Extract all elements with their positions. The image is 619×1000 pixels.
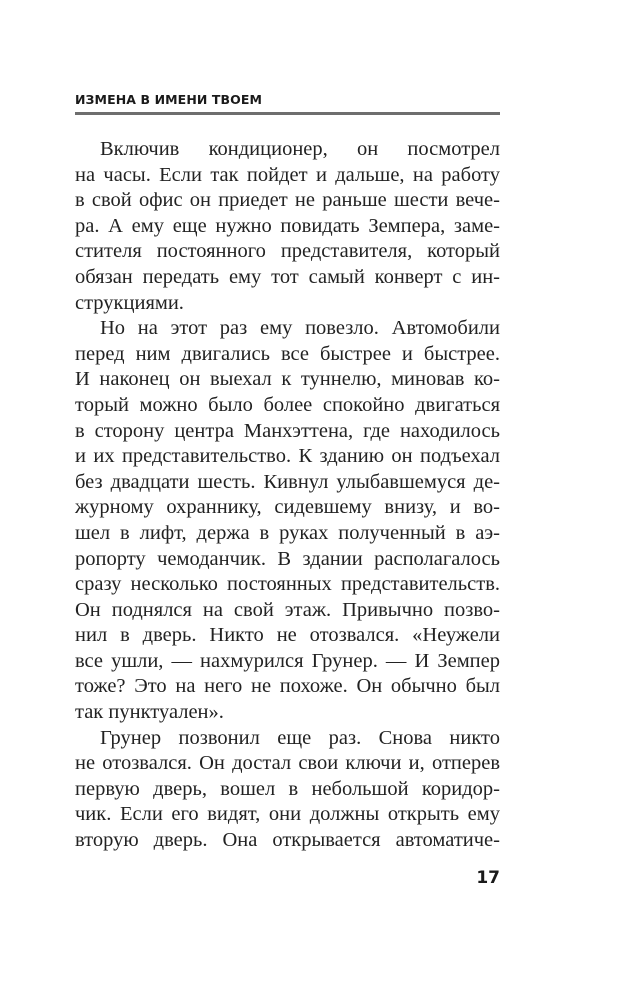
text-line: и их представительство. К зданию он подъехал [75, 445, 500, 468]
text-line: не отозвался. Он достал свои ключи и, отперев [75, 752, 500, 775]
text-line: в сторону центра Манхэттена, где находилось [75, 419, 500, 442]
text-line: Включив кондиционер, он посмотрел [100, 138, 500, 160]
page-number: 17 [476, 868, 500, 888]
text-line: обязан передать ему тот самый конверт с ин- [75, 265, 500, 288]
text-line: сразу несколько постоянных представительств. [75, 573, 500, 596]
text-line: в свой офис он приедет не раньше шести вече- [75, 189, 500, 212]
text-line: Но на этот раз ему повезло. Автомобили [100, 317, 500, 340]
text-line: И наконец он выехал к туннелю, миновав ко- [75, 368, 500, 391]
text-line: без двадцати шесть. Кивнул улыбавшемуся де- [75, 470, 500, 493]
text-line: на часы. Если так пойдет и дальше, на работу [75, 163, 500, 186]
header-rule [75, 112, 500, 115]
text-line: нил в дверь. Никто не отозвался. «Неужели [75, 624, 500, 647]
text-line: перед ним двигались все быстрее и быстрее. [75, 342, 500, 365]
text-line: шел в лифт, держа в руках полученный в аэ- [75, 521, 500, 544]
text-line: первую дверь, вошел в небольшой коридор- [75, 777, 500, 800]
text-line: вторую дверь. Она открывается автоматиче- [75, 829, 500, 852]
text-line: ра. А ему еще нужно повидать Земпера, заме- [75, 214, 500, 237]
text-line: журному охраннику, сидевшему внизу, и во- [75, 496, 500, 519]
text-line: тоже? Это на него не похоже. Он обычно был [75, 675, 500, 698]
body-text [75, 137, 500, 854]
text-line: Он поднялся на свой этаж. Привычно позво- [75, 598, 500, 621]
text-line: струкциями. [75, 291, 184, 314]
text-line: ропорту чемоданчик. В здании располагалось [75, 547, 500, 570]
text-line: стителя постоянного представителя, который [75, 240, 500, 263]
text-line: так пунктуален». [75, 701, 224, 724]
text-line: чик. Если его видят, они должны открыть ему [75, 803, 500, 826]
text-line: Грунер позвонил еще раз. Снова никто [100, 726, 500, 749]
running-title: ИЗМЕНА В ИМЕНИ ТВОЕМ [75, 92, 263, 107]
text-line: все ушли, — нахмурился Грунер. — И Земпер [75, 649, 500, 672]
text-line: торый можно было более спокойно двигаться [75, 393, 500, 416]
